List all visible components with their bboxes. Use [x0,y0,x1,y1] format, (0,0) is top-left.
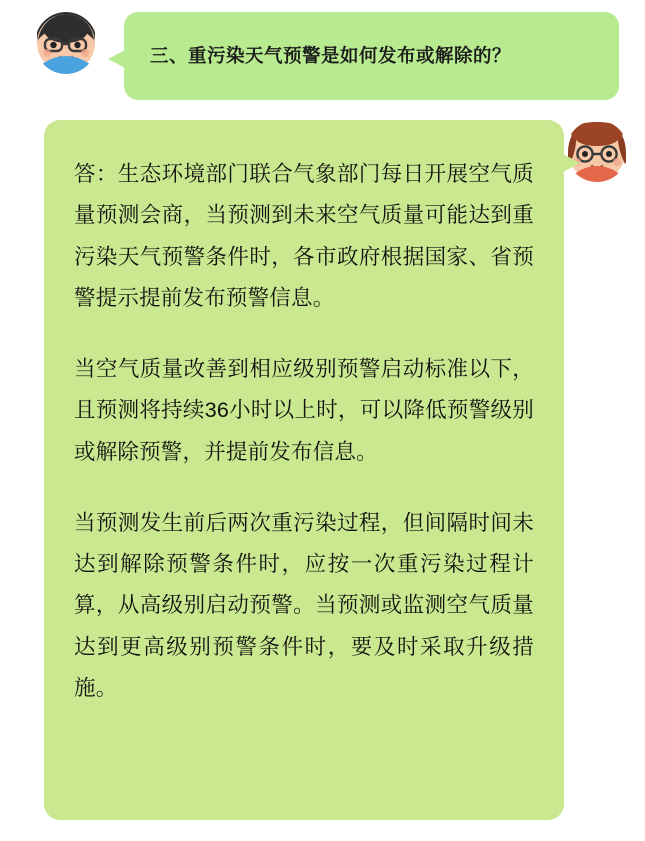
question-row [0,0,645,112]
girl-avatar [566,120,628,182]
answer-paragraph: 答：生态环境部门联合气象部门每日开展空气质量预测会商，当预测到未来空气质量可能达到重污染天气预警条件时，各市政府根据国家、省预警提示提前发布预警信息。 [74,162,534,310]
question-bubble-tail [108,50,125,68]
answer-bubble [44,120,564,820]
answer-paragraph: 当预测发生前后两次重污染过程，但间隔时间未达到解除预警条件时，应按一次重污染过程计算，从高级别启动预警。当预测或监测空气质量达到更高级别预警条件时，要及时采取升级措施。 [74,510,534,700]
question-text: 三、重污染天气预警是如何发布或解除的？ [150,45,512,67]
answer-bubble-tail [563,154,580,172]
question-bubble [124,12,619,100]
boy-avatar [35,12,97,74]
answer-paragraph: 当空气质量改善到相应级别预警启动标准以下，且预测将持续36小时以上时，可以降低预警级别或解除预警，并提前发布信息。 [74,357,534,464]
